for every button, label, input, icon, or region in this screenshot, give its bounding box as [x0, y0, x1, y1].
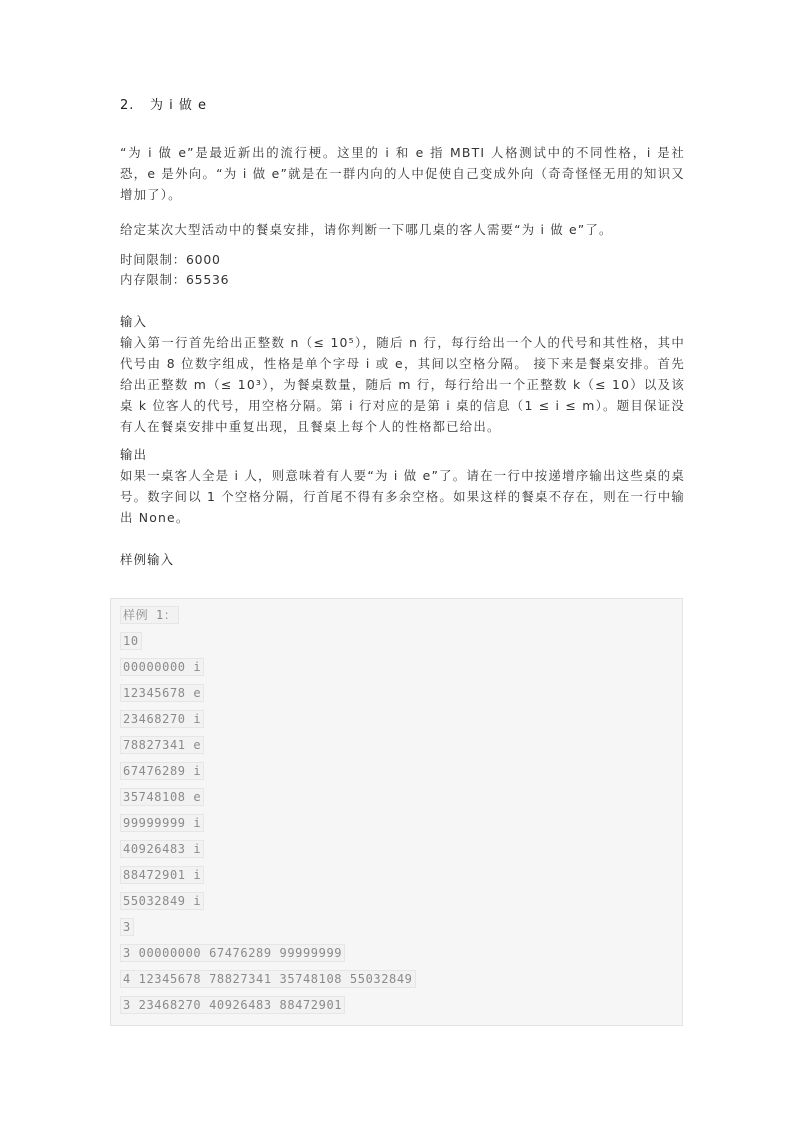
code-line: 12345678 e — [120, 685, 682, 701]
limits-block — [120, 250, 685, 290]
task-paragraph: 给定某次大型活动中的餐桌安排，请你判断一下哪几桌的客人需要“为 i 做 e”了。 — [120, 222, 613, 237]
input-description: 输入第一行首先给出正整数 n（≤ 10⁵），随后 n 行，每行给出一个人的代号和其性格，其中代号由 8 位数字组成，性格是单个字母 i 或 e，其间以空格分隔。 接下来是餐桌安排。首先给出正整数 m（≤ 10³），为餐桌数量，随后 m 行，每行给出一个正整数 k（≤ 10）以及该桌 k 位客人的代号，用空格分隔。第 i 行对应的是第 i 桌的信息（1 ≤ i ≤ m）。题目保证没有人在餐桌安排中重复出现，且餐桌上每个人的性格都已给出。 — [120, 335, 685, 434]
code-line: 3 — [120, 919, 682, 935]
memory-limit: 内存限制：65536 — [120, 272, 230, 287]
sample-input-title: 样例输入 — [120, 552, 175, 567]
code-line: 99999999 i — [120, 815, 682, 831]
code-line: 23468270 i — [120, 711, 682, 727]
code-line: 88472901 i — [120, 867, 682, 883]
code-line: 4 12345678 78827341 35748108 55032849 — [120, 971, 682, 987]
problem-number: 2. — [120, 98, 135, 113]
code-line: 78827341 e — [120, 737, 682, 753]
intro-paragraph: “为 i 做 e”是最近新出的流行梗。这里的 i 和 e 指 MBTI 人格测试中的不同性格，i 是社恐，e 是外向。“为 i 做 e”就是在一群内向的人中促使自己变成外向（奇奇怪怪无用的知识又增加了）。 — [120, 145, 685, 202]
problem-title: 为 i 做 e — [150, 98, 208, 113]
output-description: 如果一桌客人全是 i 人，则意味着有人要“为 i 做 e”了。请在一行中按递增序输出这些桌的桌号。数字间以 1 个空格分隔，行首尾不得有多余空格。如果这样的餐桌不存在，则在一行中输出 None。 — [120, 468, 685, 525]
code-line: 3 23468270 40926483 88472901 — [120, 997, 682, 1013]
code-line: 55032849 i — [120, 893, 682, 909]
code-line: 35748108 e — [120, 789, 682, 805]
input-section-title: 输入 — [120, 314, 148, 329]
code-line: 40926483 i — [120, 841, 682, 857]
problem-page — [120, 96, 685, 576]
code-line: 00000000 i — [120, 659, 682, 675]
time-limit: 时间限制：6000 — [120, 252, 221, 267]
problem-heading — [120, 96, 685, 116]
code-line: 10 — [120, 633, 682, 649]
output-section-title: 输出 — [120, 447, 148, 462]
sample-code-block — [110, 598, 683, 1026]
code-line: 样例 1： — [120, 607, 682, 623]
code-line: 67476289 i — [120, 763, 682, 779]
code-line: 3 00000000 67476289 99999999 — [120, 945, 682, 961]
